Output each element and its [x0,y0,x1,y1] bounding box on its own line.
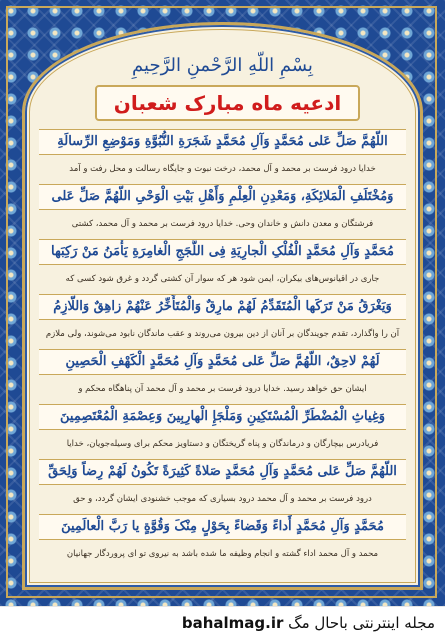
arabic-line: اللّهُمَّ صَلِّ عَلی مُحَمَّدٍ وَآلِ مُحَمَّدٍ شَجَرَةِ النُّبُوَّةِ وَمَوْضِعِ الرِّسالَةِ [39,129,406,155]
watermark-text [182,614,435,632]
site-name: مجله اینترنتی باحال مگ [288,614,435,632]
site-domain: bahalmag.ir [181,614,284,632]
persian-translation-line: خدایا درود فرست بر محمد و آل محمد، درخت نبوت و جایگاه رسالت و محل رفت و آمد [69,164,376,174]
arabic-line: لَهُمْ لاحِقٌ، اللّهُمَّ صَلِّ عَلی مُحَمَّدٍ وَآلِ مُحَمَّدٍ الْکَهْفِ الْحَصِینِ [39,349,406,375]
persian-translation-line: فرشتگان و معدن دانش و خاندان وحی. خدایا درود فرست بر محمد و آل محمد، کشتی [71,219,374,229]
arabic-line: اللّهُمَّ صَلِّ عَلی مُحَمَّدٍ وَآلِ مُحَمَّدٍ صَلاةً کَثِیرَةً تَکُونُ لَهُمْ رِضاً وَلِحَقِّ [39,459,406,485]
persian-translation-line: ایشان حق خواهد رسید. خدایا درود فرست بر محمد و آل محمد آن پناهگاه محکم و [78,384,367,394]
persian-translation-line: آن را واگذارد، تقدم جویندگان بر آنان از دین بیرون می‌روند و عقب ماندگان نابود می‌شوند، ولی ملازم [45,329,400,339]
page-title: ادعیه ماه مبارک شعبان [113,91,342,115]
watermark-footer [0,606,445,639]
persian-translation-line: جاری در اقیانوس‌های بیکران، ایمن شود هر که سوار آن کشتی گردد و غرق شود کسی که [65,274,380,284]
text-panel [22,22,423,590]
arabic-line: وَمُخْتَلَفِ الْمَلائِکَةِ، وَمَعْدِنِ الْعِلْمِ وَأَهْلِ بَیْتِ الْوَحْیِ اللّهُمَّ صَلِّ عَلی [39,184,406,210]
arabic-line: مُحَمَّدٍ وَآلِ مُحَمَّدٍ أَداءً وَقَضاءً بِحَوْلٍ مِنْکَ وَقُوَّةٍ یا رَبَّ الْعالَمِینَ [39,514,406,540]
persian-translation-line: درود فرست بر محمد و آل محمد درود بسیاری که موجب خشنودی ایشان گردد، و حق [73,494,372,504]
title-box [95,85,360,121]
persian-translation-line: فریادرس بیچارگان و درماندگان و پناه گریختگان و دستاویز محکم برای وسیله‌جویان، خدایا [66,439,379,449]
prayer-body [39,129,406,569]
arabic-line: مُحَمَّدٍ وَآلِ مُحَمَّدٍ الْفُلْکِ الْجارِیَةِ فِی اللُّجَجِ الْغامِرَةِ یَأْمَنُ مَنْ رَکِبَها [39,239,406,265]
arabic-line: وَیَغْرَقُ مَنْ تَرَکَها الْمُتَقَدِّمُ لَهُمْ مارِقٌ وَالْمُتَأَخِّرُ عَنْهُمْ زاهِقٌ وَاللّازِمُ [39,294,406,320]
arabic-line: وَغِیاثِ الْمُضْطَرِّ الْمُسْتَکِینِ وَمَلْجَإِ الْهارِبِینَ وَعِصْمَةِ الْمُعْتَصِمِینَ [39,404,406,430]
bismillah-calligraphy: بِسْمِ اللّهِ الرَّحْمنِ الرَّحِیمِ [132,55,313,76]
persian-translation-line: محمد و آل محمد اداء گشته و انجام وظیفه ما شده باشد به نیروی تو ای پروردگار جهانیان [66,549,379,559]
